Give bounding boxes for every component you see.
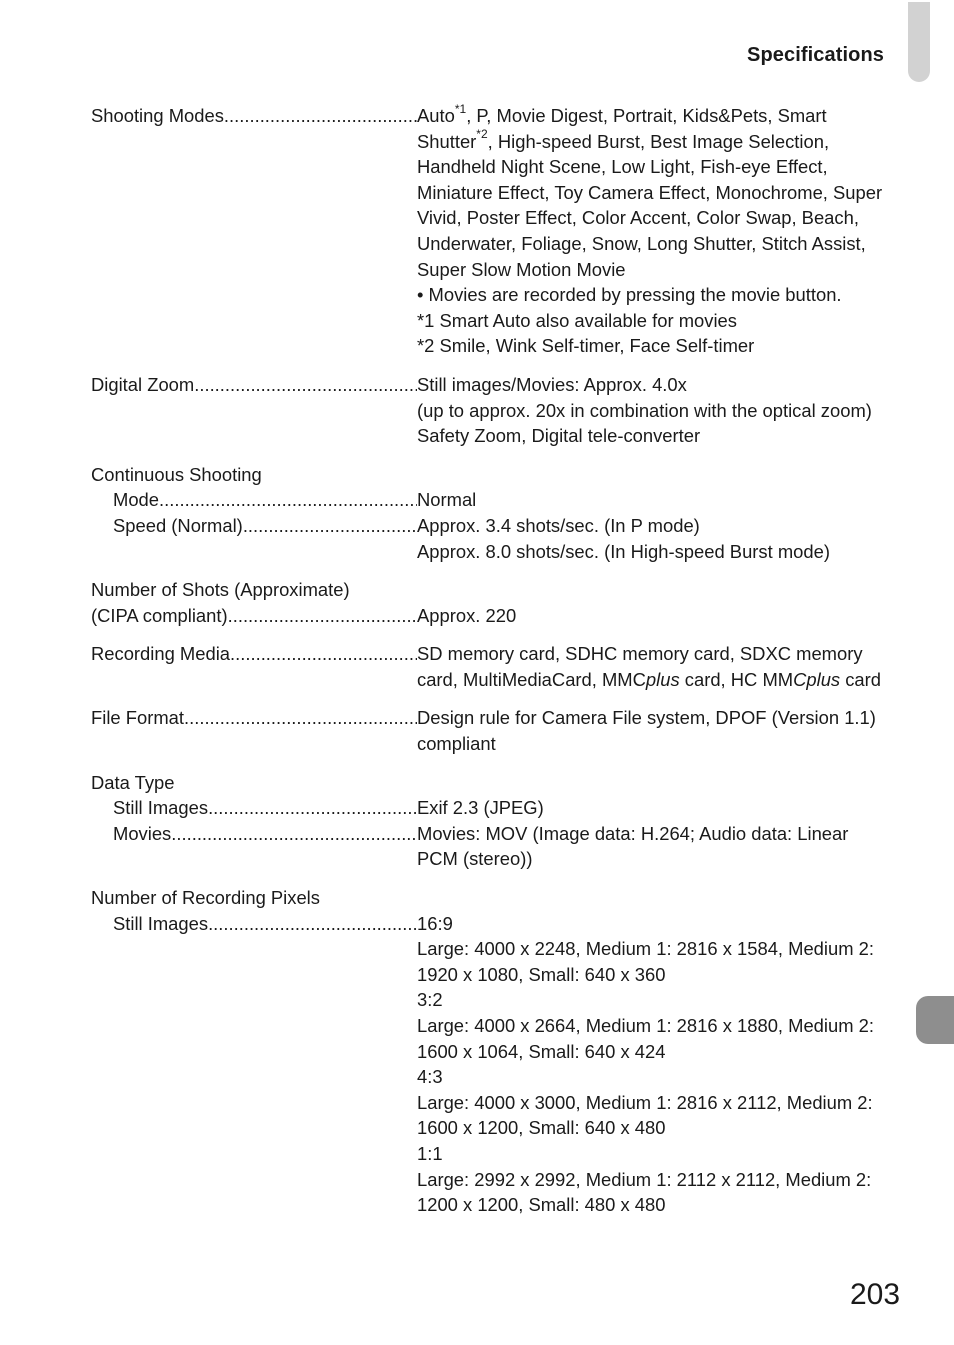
spec-value: 3:2: [417, 989, 443, 1011]
spec-value: Still images/Movies: Approx. 4.0x: [417, 373, 687, 395]
spec-recording-media: [91, 641, 911, 692]
spec-shooting-modes: [91, 103, 911, 359]
spec-value: Safety Zoom, Digital tele-converter: [417, 425, 701, 447]
spec-group-label: Number of Shots (Approximate): [91, 579, 350, 601]
spec-value: Large: 4000 x 2248, Medium 1: 2816 x 1584, Medium 2:: [417, 938, 874, 960]
top-edge-tab: [908, 2, 930, 82]
spec-value: Large: 4000 x 2664, Medium 1: 2816 x 1880, Medium 2:: [417, 1015, 874, 1036]
spec-continuous-shooting: [91, 462, 911, 564]
spec-value: Auto$^{*1}$, P, Movie Digest, Portrait, Kids&Pets, Smart: [417, 101, 827, 126]
spec-value: (up to approx. 20x in combination with the optical zoom): [417, 399, 872, 421]
side-chapter-tab: [916, 996, 954, 1044]
spec-label: Mode: [113, 489, 160, 511]
spec-value: Underwater, Foliage, Snow, Long Shutter, Stitch Assist,: [417, 232, 866, 254]
spec-label: Speed (Normal): [113, 514, 243, 536]
spec-label: Recording Media: [91, 643, 231, 665]
spec-footnote: *2 Smile, Wink Self-timer, Face Self-timer: [417, 335, 755, 357]
spec-value: SD memory card, SDHC memory card, SDXC memory: [417, 643, 863, 665]
spec-value: 1600 x 1200, Small: 640 x 480: [417, 1117, 666, 1139]
spec-value: 1200 x 1200, Small: 480 x 480: [417, 1194, 666, 1216]
spec-value: 4:3: [417, 1066, 443, 1088]
spec-label: Still Images: [113, 797, 209, 819]
spec-data-type: [91, 770, 911, 872]
spec-file-format: [91, 705, 911, 756]
spec-value: 16:9: [417, 912, 453, 934]
spec-number-of-shots: [91, 577, 911, 628]
spec-label: Movies: [113, 822, 172, 844]
page-title: Specifications: [747, 44, 884, 66]
spec-value: Exif 2.3 (JPEG): [417, 797, 544, 819]
spec-group-label: Continuous Shooting: [91, 463, 262, 485]
spec-value: PCM (stereo)): [417, 848, 533, 870]
spec-value: Handheld Night Scene, Low Light, Fish-eye Effect,: [417, 156, 828, 178]
spec-value: Movies: MOV (Image data: H.264; Audio data: Linear: [417, 822, 849, 844]
spec-value: 1920 x 1080, Small: 640 x 360: [417, 963, 666, 985]
spec-value: Vivid, Poster Effect, Color Accent, Color Swap, Beach,: [417, 207, 859, 229]
spec-value: Miniature Effect, Toy Camera Effect, Monochrome, Super: [417, 181, 883, 203]
spec-value: card, MultiMediaCard, MMCplus card, HC MMCplus card: [417, 668, 882, 690]
spec-value: Super Slow Motion Movie: [417, 258, 626, 280]
spec-value: Approx. 3.4 shots/sec. (In P mode): [417, 514, 700, 536]
spec-digital-zoom: [91, 372, 911, 449]
spec-note: • Movies are recorded by pressing the movie button.: [417, 284, 842, 306]
spec-group-label: Number of Recording Pixels: [91, 887, 320, 909]
spec-value: compliant: [417, 733, 496, 755]
spec-label: File Format: [91, 707, 184, 729]
spec-value: 1:1: [417, 1142, 443, 1164]
spec-value: 1600 x 1064, Small: 640 x 424: [417, 1040, 666, 1062]
page-number: 203: [850, 1278, 901, 1311]
spec-value: Large: 4000 x 3000, Medium 1: 2816 x 2112, Medium 2:: [417, 1091, 873, 1113]
spec-value: Large: 2992 x 2992, Medium 1: 2112 x 2112, Medium 2:: [417, 1168, 872, 1190]
spec-value: Shutter$^{*2}$, High-speed Burst, Best Image Selection,: [417, 127, 830, 152]
spec-label: Still Images: [113, 912, 209, 934]
spec-recording-pixels: [91, 885, 911, 1218]
spec-label: (CIPA compliant): [91, 604, 228, 626]
spec-footnote: *1 Smart Auto also available for movies: [417, 309, 737, 331]
specifications-list: [91, 103, 911, 1231]
spec-value: Design rule for Camera File system, DPOF (Version 1.1): [417, 707, 876, 729]
spec-value: Approx. 8.0 shots/sec. (In High-speed Burst mode): [417, 540, 830, 562]
spec-label: Digital Zoom: [91, 373, 195, 395]
spec-value: Approx. 220: [417, 604, 517, 626]
spec-value: Normal: [417, 489, 477, 511]
spec-label: Shooting Modes: [91, 105, 224, 126]
spec-group-label: Data Type: [91, 771, 175, 793]
